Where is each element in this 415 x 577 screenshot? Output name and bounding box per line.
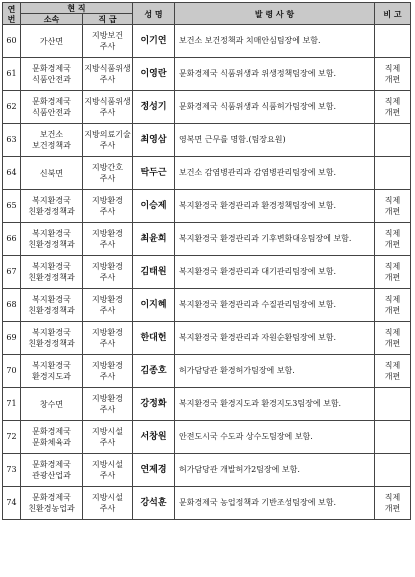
row-grade bbox=[83, 388, 133, 421]
row-affiliation bbox=[21, 421, 83, 454]
affiliation-line: 복지환경국 bbox=[32, 361, 71, 370]
personnel-order-table bbox=[2, 2, 411, 520]
remark-line: 직제 bbox=[384, 328, 401, 337]
row-order-content: 복지환경국 환경관리과 기후변화대응팀장에 보함. bbox=[175, 223, 375, 256]
row-order-content: 보건소 보건정책과 치매안심팀장에 보함. bbox=[175, 25, 375, 58]
grade-line: 주사 bbox=[99, 240, 116, 249]
table-row bbox=[3, 322, 411, 355]
table-row bbox=[3, 454, 411, 487]
affiliation-line: 보건소 bbox=[39, 130, 64, 139]
row-name: 정성기 bbox=[133, 91, 175, 124]
remark-line: 개편 bbox=[384, 339, 401, 348]
row-grade bbox=[83, 58, 133, 91]
row-grade bbox=[83, 421, 133, 454]
affiliation-line: 복지환경국 bbox=[32, 295, 71, 304]
row-affiliation bbox=[21, 58, 83, 91]
row-remarks bbox=[375, 91, 411, 124]
row-order-content: 허가담당관 개발허가2팀장에 보함. bbox=[175, 454, 375, 487]
row-grade bbox=[83, 355, 133, 388]
row-remarks bbox=[375, 421, 411, 454]
row-number: 72 bbox=[3, 421, 21, 454]
row-affiliation bbox=[21, 388, 83, 421]
table-row bbox=[3, 421, 411, 454]
row-name: 연제경 bbox=[133, 454, 175, 487]
affiliation-line: 문화경제국 bbox=[32, 427, 71, 436]
remark-line: 직제 bbox=[384, 229, 401, 238]
row-affiliation bbox=[21, 322, 83, 355]
remark-line: 직제 bbox=[384, 262, 401, 271]
grade-line: 주사 bbox=[99, 372, 116, 381]
row-name: 이영란 bbox=[133, 58, 175, 91]
grade-line: 지방보건 bbox=[92, 31, 123, 40]
row-remarks bbox=[375, 58, 411, 91]
row-name: 이지혜 bbox=[133, 289, 175, 322]
row-grade bbox=[83, 454, 133, 487]
affiliation-line: 복지환경국 bbox=[32, 262, 71, 271]
grade-line: 주사 bbox=[99, 207, 116, 216]
row-name: 강정화 bbox=[133, 388, 175, 421]
row-number: 64 bbox=[3, 157, 21, 190]
grade-line: 지방환경 bbox=[92, 328, 123, 337]
row-remarks bbox=[375, 289, 411, 322]
row-affiliation bbox=[21, 190, 83, 223]
affiliation-line: 문화경제국 bbox=[32, 97, 71, 106]
row-remarks bbox=[375, 124, 411, 157]
affiliation-line: 가산면 bbox=[39, 36, 64, 46]
row-remarks bbox=[375, 355, 411, 388]
grade-line: 주사 bbox=[99, 504, 116, 513]
row-number: 66 bbox=[3, 223, 21, 256]
row-order-content: 보건소 감염병관리과 감염병관리팀장에 보함. bbox=[175, 157, 375, 190]
row-name: 한대헌 bbox=[133, 322, 175, 355]
remark-line: 개편 bbox=[384, 75, 401, 84]
row-affiliation bbox=[21, 454, 83, 487]
row-grade bbox=[83, 322, 133, 355]
header-remarks: 비 고 bbox=[375, 3, 411, 25]
grade-line: 주사 bbox=[99, 306, 116, 315]
affiliation-line: 친환경정책과 bbox=[28, 240, 75, 249]
row-affiliation bbox=[21, 355, 83, 388]
header-name: 성 명 bbox=[133, 3, 175, 25]
grade-line: 주사 bbox=[99, 108, 116, 117]
remark-line: 개편 bbox=[384, 207, 401, 216]
remark-line: 개편 bbox=[384, 306, 401, 315]
row-name: 김종호 bbox=[133, 355, 175, 388]
grade-line: 지방시설 bbox=[92, 427, 123, 436]
grade-line: 주사 bbox=[99, 75, 116, 84]
table-row bbox=[3, 25, 411, 58]
row-remarks bbox=[375, 223, 411, 256]
header-order-content: 발 령 사 항 bbox=[175, 3, 375, 25]
table-row bbox=[3, 289, 411, 322]
row-affiliation bbox=[21, 289, 83, 322]
row-remarks bbox=[375, 388, 411, 421]
grade-line: 지방식품위생 bbox=[84, 97, 131, 106]
affiliation-line: 관광산업과 bbox=[32, 471, 71, 480]
affiliation-line: 식품안전과 bbox=[32, 108, 71, 117]
grade-line: 지방환경 bbox=[92, 361, 123, 370]
header-no bbox=[3, 3, 21, 25]
grade-line: 지방환경 bbox=[92, 394, 123, 403]
grade-line: 지방환경 bbox=[92, 262, 123, 271]
row-number: 67 bbox=[3, 256, 21, 289]
grade-line: 주사 bbox=[99, 438, 116, 447]
affiliation-line: 식품안전과 bbox=[32, 75, 71, 84]
row-order-content: 복지환경국 환경관리과 수질관리팀장에 보함. bbox=[175, 289, 375, 322]
row-affiliation bbox=[21, 487, 83, 520]
row-affiliation bbox=[21, 223, 83, 256]
row-order-content: 복지환경국 환경지도과 환경지도3팀장에 보함. bbox=[175, 388, 375, 421]
grade-line: 지방간호 bbox=[92, 163, 123, 172]
affiliation-line: 문화체육과 bbox=[32, 438, 71, 447]
row-name: 최영삼 bbox=[133, 124, 175, 157]
row-order-content: 복지환경국 환경관리과 자원순환팀장에 보함. bbox=[175, 322, 375, 355]
header-grade: 직 급 bbox=[83, 14, 133, 25]
table-row bbox=[3, 190, 411, 223]
affiliation-line: 환경지도과 bbox=[32, 372, 71, 381]
table-row bbox=[3, 157, 411, 190]
row-order-content: 문화경제국 식품위생과 식품허가팀장에 보함. bbox=[175, 91, 375, 124]
row-number: 69 bbox=[3, 322, 21, 355]
row-grade bbox=[83, 487, 133, 520]
table-body bbox=[3, 25, 411, 520]
row-order-content: 복지환경국 환경관리과 대기관리팀장에 보함. bbox=[175, 256, 375, 289]
row-remarks bbox=[375, 322, 411, 355]
table-row bbox=[3, 223, 411, 256]
affiliation-line: 문화경제국 bbox=[32, 460, 71, 469]
remark-line: 직제 bbox=[384, 295, 401, 304]
row-remarks bbox=[375, 25, 411, 58]
grade-line: 지방식품위생 bbox=[84, 64, 131, 73]
remark-line: 개편 bbox=[384, 504, 401, 513]
row-grade bbox=[83, 25, 133, 58]
row-number: 74 bbox=[3, 487, 21, 520]
table-row bbox=[3, 388, 411, 421]
table-header bbox=[3, 3, 411, 25]
grade-line: 지방의료기술 bbox=[84, 130, 131, 139]
row-remarks bbox=[375, 256, 411, 289]
header-no-line-2: 번 bbox=[7, 13, 16, 24]
remark-line: 개편 bbox=[384, 240, 401, 249]
grade-line: 지방환경 bbox=[92, 229, 123, 238]
grade-line: 주사 bbox=[99, 273, 116, 282]
table-row bbox=[3, 487, 411, 520]
row-number: 70 bbox=[3, 355, 21, 388]
row-number: 60 bbox=[3, 25, 21, 58]
affiliation-line: 복지환경국 bbox=[32, 229, 71, 238]
row-remarks bbox=[375, 190, 411, 223]
remark-line: 직제 bbox=[384, 361, 401, 370]
grade-line: 주사 bbox=[99, 405, 116, 414]
grade-line: 주사 bbox=[99, 42, 116, 51]
row-name: 이승제 bbox=[133, 190, 175, 223]
row-remarks bbox=[375, 487, 411, 520]
grade-line: 지방시설 bbox=[92, 460, 123, 469]
header-affiliation: 소속 bbox=[21, 14, 83, 25]
row-order-content: 문화경제국 농업정책과 기반조성팀장에 보함. bbox=[175, 487, 375, 520]
row-grade bbox=[83, 91, 133, 124]
grade-line: 지방환경 bbox=[92, 295, 123, 304]
row-order-content: 허가담당관 환경허가팀장에 보함. bbox=[175, 355, 375, 388]
row-number: 62 bbox=[3, 91, 21, 124]
remark-line: 개편 bbox=[384, 372, 401, 381]
grade-line: 주사 bbox=[99, 174, 116, 183]
row-remarks bbox=[375, 157, 411, 190]
grade-line: 주사 bbox=[99, 339, 116, 348]
affiliation-line: 친환경정책과 bbox=[28, 306, 75, 315]
row-grade bbox=[83, 190, 133, 223]
row-grade bbox=[83, 157, 133, 190]
affiliation-line: 복지환경국 bbox=[32, 196, 71, 205]
table-row bbox=[3, 124, 411, 157]
grade-line: 주사 bbox=[99, 141, 116, 150]
row-affiliation bbox=[21, 256, 83, 289]
affiliation-line: 친환경농업과 bbox=[28, 504, 75, 513]
row-number: 73 bbox=[3, 454, 21, 487]
row-affiliation bbox=[21, 91, 83, 124]
grade-line: 지방환경 bbox=[92, 196, 123, 205]
personnel-order-sheet bbox=[2, 2, 410, 520]
row-name: 강석훈 bbox=[133, 487, 175, 520]
remark-line: 직제 bbox=[384, 97, 401, 106]
row-name: 최윤희 bbox=[133, 223, 175, 256]
remark-line: 개편 bbox=[384, 273, 401, 282]
row-affiliation bbox=[21, 25, 83, 58]
row-affiliation bbox=[21, 124, 83, 157]
table-row bbox=[3, 355, 411, 388]
header-no-line-1: 연 bbox=[7, 3, 16, 14]
row-affiliation bbox=[21, 157, 83, 190]
row-number: 71 bbox=[3, 388, 21, 421]
row-grade bbox=[83, 289, 133, 322]
affiliation-line: 친환경정책과 bbox=[28, 273, 75, 282]
remark-line: 직제 bbox=[384, 493, 401, 502]
row-number: 61 bbox=[3, 58, 21, 91]
row-name: 탁두근 bbox=[133, 157, 175, 190]
table-row bbox=[3, 58, 411, 91]
affiliation-line: 창수면 bbox=[39, 399, 64, 409]
affiliation-line: 문화경제국 bbox=[32, 493, 71, 502]
row-name: 서창원 bbox=[133, 421, 175, 454]
grade-line: 주사 bbox=[99, 471, 116, 480]
remark-line: 직제 bbox=[384, 64, 401, 73]
row-order-content: 안전도시국 수도과 상수도팀장에 보함. bbox=[175, 421, 375, 454]
row-order-content: 복지환경국 환경관리과 환경정책팀장에 보함. bbox=[175, 190, 375, 223]
remark-line: 개편 bbox=[384, 108, 401, 117]
row-grade bbox=[83, 256, 133, 289]
affiliation-line: 친환경정책과 bbox=[28, 339, 75, 348]
affiliation-line: 문화경제국 bbox=[32, 64, 71, 73]
row-number: 63 bbox=[3, 124, 21, 157]
header-current-post: 현 직 bbox=[21, 3, 133, 14]
affiliation-line: 보건정책과 bbox=[32, 141, 71, 150]
remark-line: 직제 bbox=[384, 196, 401, 205]
table-row bbox=[3, 91, 411, 124]
table-row bbox=[3, 256, 411, 289]
row-grade bbox=[83, 124, 133, 157]
grade-line: 지방시설 bbox=[92, 493, 123, 502]
row-grade bbox=[83, 223, 133, 256]
row-number: 65 bbox=[3, 190, 21, 223]
affiliation-line: 친환경정책과 bbox=[28, 207, 75, 216]
affiliation-line: 복지환경국 bbox=[32, 328, 71, 337]
row-number: 68 bbox=[3, 289, 21, 322]
row-name: 김태원 bbox=[133, 256, 175, 289]
row-name: 이기연 bbox=[133, 25, 175, 58]
row-order-content: 영복면 근무를 명함.(팀장요원) bbox=[175, 124, 375, 157]
row-order-content: 문화경제국 식품위생과 위생정책팀장에 보함. bbox=[175, 58, 375, 91]
row-remarks bbox=[375, 454, 411, 487]
affiliation-line: 신북면 bbox=[39, 168, 64, 178]
